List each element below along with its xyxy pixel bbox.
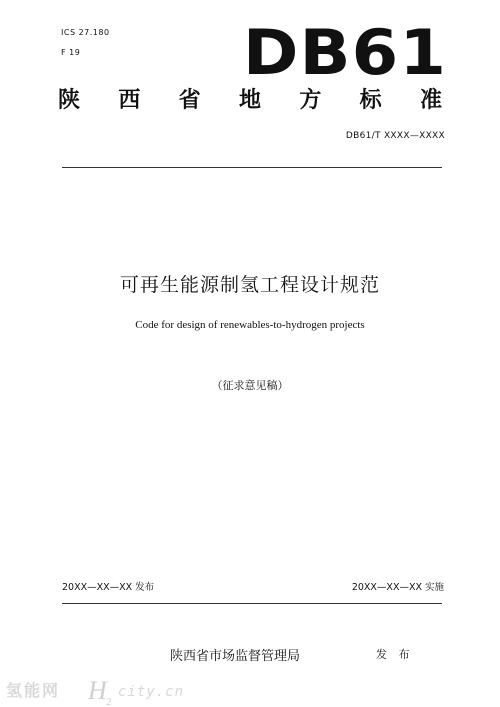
issuing-authority: 陕西省市场监督管理局 bbox=[170, 649, 301, 664]
release-label: 发 布 bbox=[376, 648, 414, 661]
ics-code: ICS 27.180 bbox=[61, 28, 110, 37]
title-char: 西 bbox=[118, 88, 141, 113]
watermark-h-letter: H bbox=[88, 676, 107, 705]
title-char: 准 bbox=[419, 88, 442, 113]
classification-code: F 19 bbox=[61, 48, 81, 57]
draft-status: （征求意见稿） bbox=[211, 379, 289, 392]
publish-date: 20XX—XX—XX 发布 bbox=[62, 582, 155, 593]
title-char: 陕 bbox=[58, 88, 81, 113]
top-divider bbox=[62, 167, 442, 168]
standard-logo: DB61 bbox=[242, 16, 447, 89]
bottom-divider bbox=[62, 603, 442, 604]
title-char: 标 bbox=[359, 88, 382, 113]
standard-category-title bbox=[58, 90, 442, 112]
watermark-suffix: city.cn bbox=[118, 684, 185, 700]
document-title-en: Code for design of renewables-to-hydrogen projects bbox=[135, 319, 365, 331]
title-char: 方 bbox=[299, 88, 322, 113]
implement-date: 20XX—XX—XX 实施 bbox=[351, 582, 444, 593]
title-char: 地 bbox=[238, 88, 261, 113]
watermark-prefix: 氢能网 bbox=[6, 681, 61, 700]
document-title-cn: 可再生能源制氢工程设计规范 bbox=[119, 274, 380, 296]
site-watermark bbox=[0, 672, 500, 707]
standard-number: DB61/T XXXX—XXXX bbox=[345, 131, 445, 141]
watermark-subscript: 2 bbox=[106, 696, 112, 707]
title-char: 省 bbox=[178, 88, 201, 113]
